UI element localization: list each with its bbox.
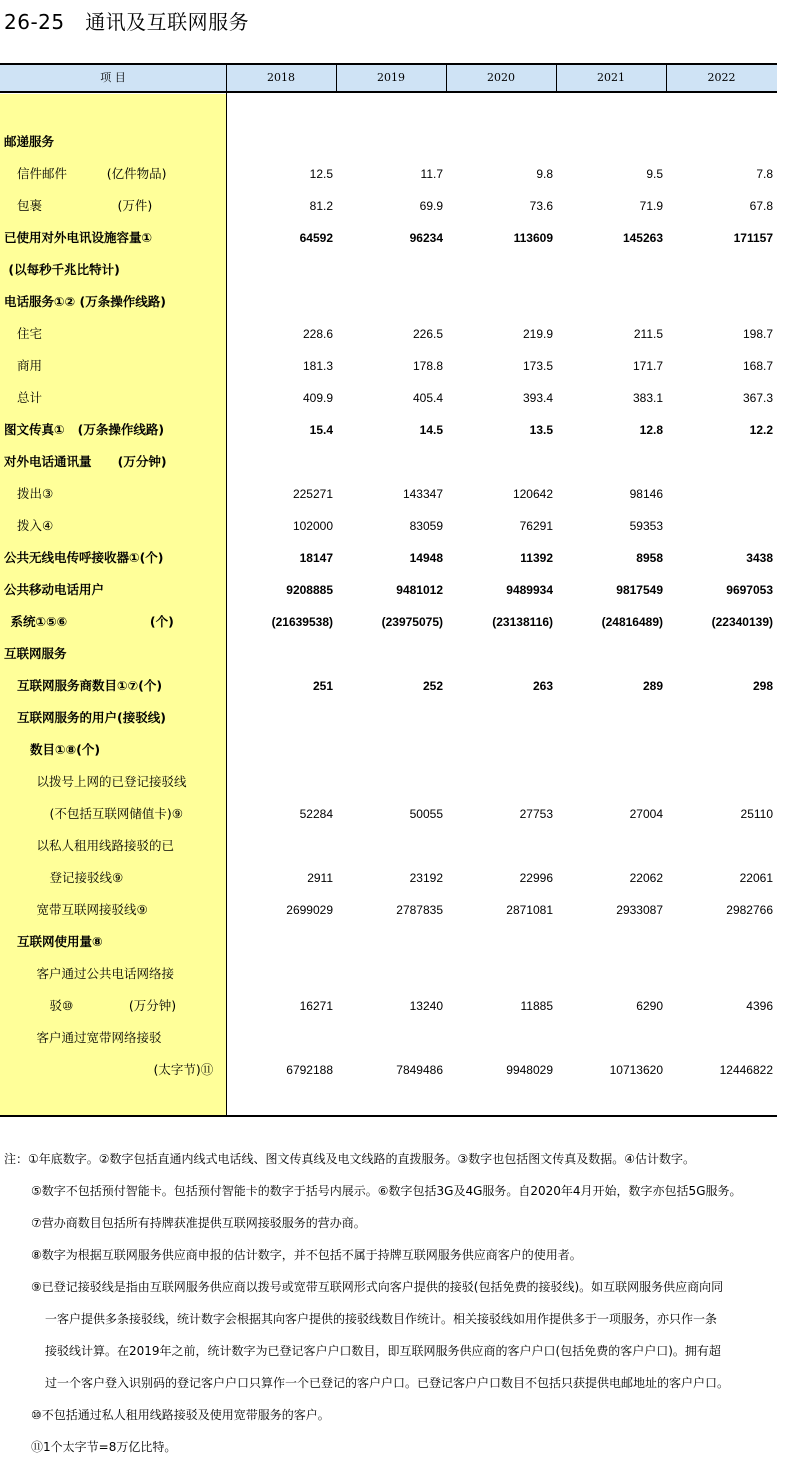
table-row [0,478,777,510]
row-value-2021: 27004 [629,807,663,821]
row-value-2022: 3438 [746,551,773,565]
row-value-2022: 198.7 [742,327,773,341]
row-label: 驳⑩ (万分钟) [49,998,177,1013]
row-label: 拨出③ [17,486,54,501]
table-row [0,574,777,606]
row-value-2018: 12.5 [309,167,333,181]
row-value-2020: 393.4 [522,391,553,405]
row-value-2018: 9208885 [286,583,333,597]
row-label: 邮递服务 [4,134,55,149]
row-value-2020: 73.6 [529,199,553,213]
row-label: 图文传真① (万条操作线路) [4,422,165,437]
row-value-2020: 76291 [519,519,553,533]
row-value-2018: 64592 [299,231,333,245]
row-value-2021: 59353 [629,519,663,533]
row-value-2018: (21639538) [271,615,333,629]
row-value-2022: 367.3 [742,391,773,405]
table-row [0,1022,777,1054]
row-label: (以每秒千兆比特计) [4,262,120,277]
row-value-2022: 22061 [739,871,773,885]
row-value-2019: 226.5 [412,327,443,341]
row-value-2021: 10713620 [609,1063,663,1077]
row-value-2019: 405.4 [412,391,443,405]
row-value-2019: 178.8 [412,359,443,373]
row-value-2018: 181.3 [302,359,333,373]
row-value-2021: 22062 [629,871,663,885]
row-value-2021: 289 [642,679,663,693]
row-value-2022: 298 [752,679,773,693]
row-value-2020: 173.5 [522,359,553,373]
footnote-line: ⑦营办商数目包括所有持牌获准提供互联网接驳服务的营办商。 [31,1216,366,1230]
row-value-2018: 18147 [299,551,333,565]
row-value-2022: 67.8 [749,199,773,213]
row-label: 数目①⑧(个) [30,742,101,757]
row-label: 登记接驳线⑨ [49,870,124,885]
table-row [0,382,777,414]
row-label: (不包括互联网储值卡)⑨ [49,806,183,821]
row-value-2022: 2982766 [726,903,773,917]
row-value-2020: 113609 [513,231,553,245]
row-value-2019: 252 [422,679,443,693]
row-value-2019: 143347 [402,487,443,501]
row-value-2020: 120642 [512,487,553,501]
row-label: 对外电话通讯量 (万分钟) [4,454,167,469]
table-row [0,414,777,446]
table-row [0,158,777,190]
header-divider [226,65,227,93]
row-label: 互联网服务商数目①⑦(个) [17,678,163,693]
row-value-2021: 2933087 [616,903,663,917]
row-value-2022 [666,510,773,542]
row-value-2018: 409.9 [302,391,333,405]
row-label: 已使用对外电讯设施容量① [4,230,153,245]
row-value-2022: 12.2 [749,423,773,437]
row-label: 互联网使用量⑧ [17,934,103,949]
row-label: 电话服务①② (万条操作线路) [4,294,166,309]
footnote-line: ⑪1个太字节=8万亿比特。 [31,1440,177,1454]
row-value-2018: 15.4 [309,423,333,437]
table-row [0,222,777,254]
footnote-line: 注：①年底数字。②数字包括直通内线式电话线、图文传真线及电文线路的直拨服务。③数字也包括图文传真及数据。④估计数字。 [4,1152,696,1166]
row-value-2020: (23138116) [492,615,553,629]
row-label: 客户通过公共电话网络接 [36,966,175,981]
row-value-2020: 11392 [520,551,553,565]
row-value-2022 [666,478,773,510]
header-divider [336,65,337,93]
row-value-2020: 11885 [520,999,553,1013]
table-row [0,350,777,382]
header-divider [446,65,447,93]
row-value-2018: 251 [312,679,333,693]
row-value-2019: 23192 [409,871,443,885]
header-divider [666,65,667,93]
table-row [0,766,777,798]
row-value-2021: 8958 [636,551,663,565]
row-label: 以拨号上网的已登记接驳线 [36,774,187,789]
row-value-2020: 2871081 [506,903,553,917]
header-divider [556,65,557,93]
row-value-2019: 83059 [409,519,443,533]
table-row [0,670,777,702]
page-title: 26-25 通讯及互联网服务 [4,10,250,34]
row-label: 公共无线电传呼接收器①(个) [4,550,164,565]
row-value-2020: 263 [532,679,553,693]
table-row [0,190,777,222]
row-value-2019: 7849486 [396,1063,443,1077]
row-value-2019: 14.5 [419,423,443,437]
row-label: 以私人租用线路接驳的已 [36,838,175,853]
row-label: 总计 [17,390,43,405]
row-value-2022: 168.7 [742,359,773,373]
row-value-2019: (23975075) [381,615,443,629]
row-label: 宽带互联网接驳线⑨ [36,902,148,917]
row-value-2019: 69.9 [419,199,443,213]
row-value-2020: 9489934 [506,583,553,597]
row-value-2021: (24816489) [601,615,663,629]
footnote-line: ⑤数字不包括预付智能卡。包括预付智能卡的数字于括号内展示。⑥数字包括3G及4G服务。自2020年4月开始，数字亦包括5G服务。 [31,1184,742,1198]
table-row [0,862,777,894]
row-value-2018: 6792188 [286,1063,333,1077]
row-value-2018: 52284 [299,807,333,821]
row-label: 互联网服务的用户(接驳线) [17,710,166,725]
row-value-2020: 219.9 [522,327,553,341]
table-row [0,606,777,638]
row-value-2018: 2911 [307,871,333,885]
table-row [0,254,777,286]
table-row [0,126,777,158]
row-value-2020: 9948029 [506,1063,553,1077]
row-value-2021: 98146 [629,487,663,501]
footnote-line: ⑩不包括通过私人租用线路接驳及使用宽带服务的客户。 [31,1408,330,1422]
row-value-2022: 7.8 [756,167,773,181]
footnote-line: 过一个客户登入识别码的登记客户户口只算作一个已登记的客户户口。已登记客户户口数目不包括只获提供电邮地址的客户户口。 [45,1376,730,1390]
row-value-2020: 13.5 [529,423,553,437]
table-row [0,542,777,574]
row-label: 住宅 [17,326,43,341]
row-value-2022: 4396 [746,999,773,1013]
row-value-2019: 50055 [409,807,443,821]
row-value-2019: 2787835 [396,903,443,917]
row-value-2022: 12446822 [719,1063,773,1077]
table-row [0,798,777,830]
row-value-2020: 27753 [519,807,553,821]
row-value-2018: 228.6 [302,327,333,341]
row-value-2022: 171157 [733,231,773,245]
table-row [0,990,777,1022]
header-year-2018: 2018 [267,71,295,84]
row-value-2019: 14948 [409,551,443,565]
row-value-2018: 16271 [299,999,333,1013]
footnote-line: 接驳线计算。在2019年之前，统计数字为已登记客户户口数目，即互联网服务供应商的客户户口(包括免费的客户户口)。拥有超 [45,1344,721,1358]
footnote-line: ⑨已登记接驳线是指由互联网服务供应商以拨号或宽带互联网形式向客户提供的接驳(包括免费的接驳线)。如互联网服务供应商向同 [31,1280,724,1294]
footnote-line: ⑧数字为根据互联网服务供应商申报的估计数字，并不包括不属于持牌互联网服务供应商客户的使用者。 [31,1248,582,1262]
table-row [0,510,777,542]
row-value-2021: 71.9 [639,199,663,213]
row-value-2020: 22996 [519,871,553,885]
row-value-2022: 9697053 [726,583,773,597]
row-value-2022: 25110 [740,807,773,821]
table-header [0,63,777,93]
row-value-2021: 9817549 [616,583,663,597]
table-row [0,638,777,670]
row-value-2019: 96234 [409,231,443,245]
footnote-line: 一客户提供多条接驳线，统计数字会根据其向客户提供的接驳线数目作统计。相关接驳线如用作提供多于一项服务，亦只作一条 [45,1312,718,1326]
header-year-2019: 2019 [377,71,405,84]
row-label: (太字节)⑪ [153,1062,214,1077]
table-row [0,318,777,350]
row-label: 互联网服务 [4,646,67,661]
row-value-2021: 171.7 [632,359,663,373]
row-value-2018: 102000 [292,519,333,533]
table-row [0,894,777,926]
table-row [0,830,777,862]
row-label: 商用 [17,358,43,373]
header-year-2022: 2022 [707,71,736,84]
header-year-2020: 2020 [487,71,515,84]
row-value-2021: 12.8 [639,423,663,437]
table-row [0,1054,777,1086]
row-value-2021: 6290 [636,999,663,1013]
table-row [0,286,777,318]
header-year-2021: 2021 [597,71,625,84]
row-label: 公共移动电话用户 [4,582,105,597]
row-value-2018: 2699029 [286,903,333,917]
row-value-2021: 383.1 [632,391,663,405]
row-value-2021: 145263 [622,231,663,245]
row-value-2020: 9.8 [536,167,553,181]
row-value-2019: 9481012 [396,583,443,597]
row-value-2021: 211.5 [633,327,663,341]
row-value-2021: 9.5 [646,167,663,181]
table-bottom-rule [0,1115,777,1117]
row-value-2018: 81.2 [309,199,333,213]
table-row [0,926,777,958]
row-label: 客户通过宽带网络接驳 [36,1030,162,1045]
row-label: 拨入④ [17,518,54,533]
table-row [0,702,777,734]
row-value-2022: (22340139) [711,615,773,629]
row-label: 包裹 (万件) [17,198,153,213]
data-table [0,63,777,1117]
row-label: 系统①⑤⑥ (个) [10,614,174,629]
table-row [0,734,777,766]
row-value-2018: 225271 [292,487,333,501]
row-label: 信件邮件 (亿件物品) [17,166,167,181]
table-row [0,958,777,990]
row-value-2019: 13240 [409,999,443,1013]
row-value-2019: 11.7 [420,167,443,181]
table-row [0,446,777,478]
header-item: 项 目 [100,71,126,84]
